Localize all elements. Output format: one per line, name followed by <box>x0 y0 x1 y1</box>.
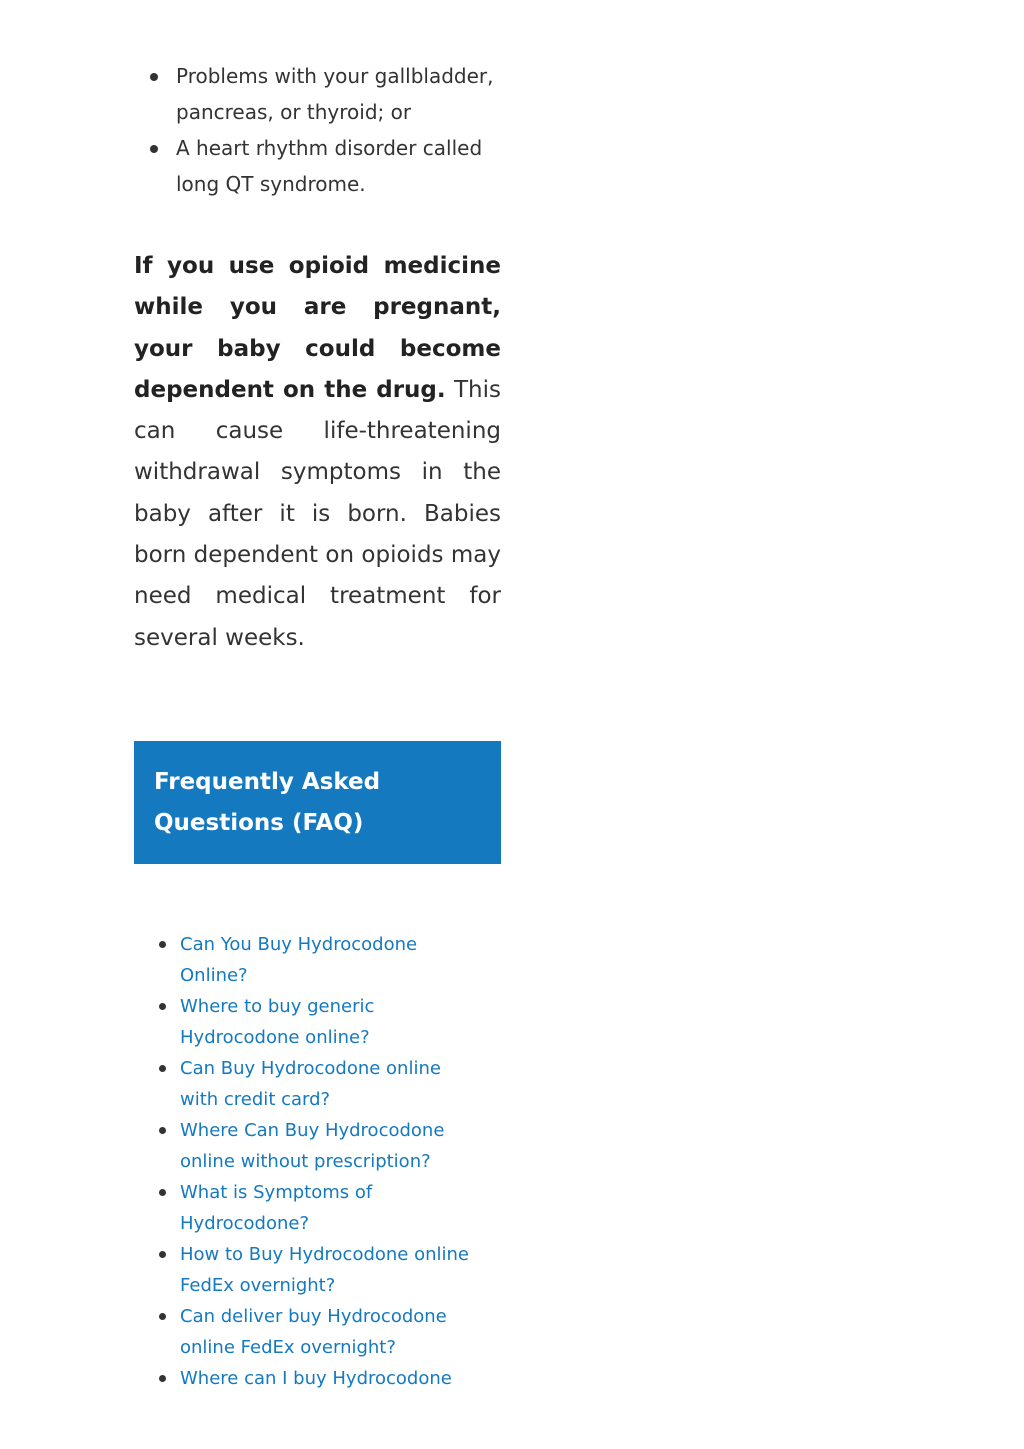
faq-link[interactable]: What is Symptoms of Hydrocodone? <box>180 1181 373 1234</box>
faq-link[interactable]: How to Buy Hydrocodone online FedEx overnight? <box>180 1243 470 1296</box>
faq-header-box <box>134 741 501 864</box>
faq-list-item <box>180 1053 470 1115</box>
faq-title: Frequently Asked Questions (FAQ) <box>154 768 381 836</box>
faq-list-item <box>180 1363 470 1394</box>
pregnancy-warning-bold: If you use opioid medicine while you are pregnant, your baby could become dependent on the drug. <box>134 253 501 403</box>
article-content <box>134 58 501 1394</box>
faq-list-item <box>180 1239 470 1301</box>
condition-list <box>134 58 501 202</box>
faq-link[interactable]: Where can I buy Hydrocodone <box>180 1367 452 1389</box>
list-item: Problems with your gallbladder, pancreas, or thyroid; or <box>176 58 501 130</box>
faq-link[interactable]: Can deliver buy Hydrocodone online FedEx overnight? <box>180 1305 447 1358</box>
faq-link[interactable]: Where Can Buy Hydrocodone online without prescription? <box>180 1119 445 1172</box>
faq-list-item <box>180 1177 470 1239</box>
faq-link-list <box>134 929 501 1394</box>
faq-list-item <box>180 991 470 1053</box>
faq-link[interactable]: Can Buy Hydrocodone online with credit card? <box>180 1057 441 1110</box>
faq-link[interactable]: Where to buy generic Hydrocodone online? <box>180 995 375 1048</box>
list-item: A heart rhythm disorder called long QT syndrome. <box>176 130 501 202</box>
faq-list-item <box>180 929 470 991</box>
faq-list-item <box>180 1301 470 1363</box>
pregnancy-warning-paragraph <box>134 246 501 659</box>
pregnancy-warning-text: This can cause life-threatening withdrawal symptoms in the baby after it is born. Babies born dependent on opioids may need medical treatment for several weeks. <box>134 376 502 651</box>
faq-list-item <box>180 1115 470 1177</box>
faq-link[interactable]: Can You Buy Hydrocodone Online? <box>180 933 418 986</box>
